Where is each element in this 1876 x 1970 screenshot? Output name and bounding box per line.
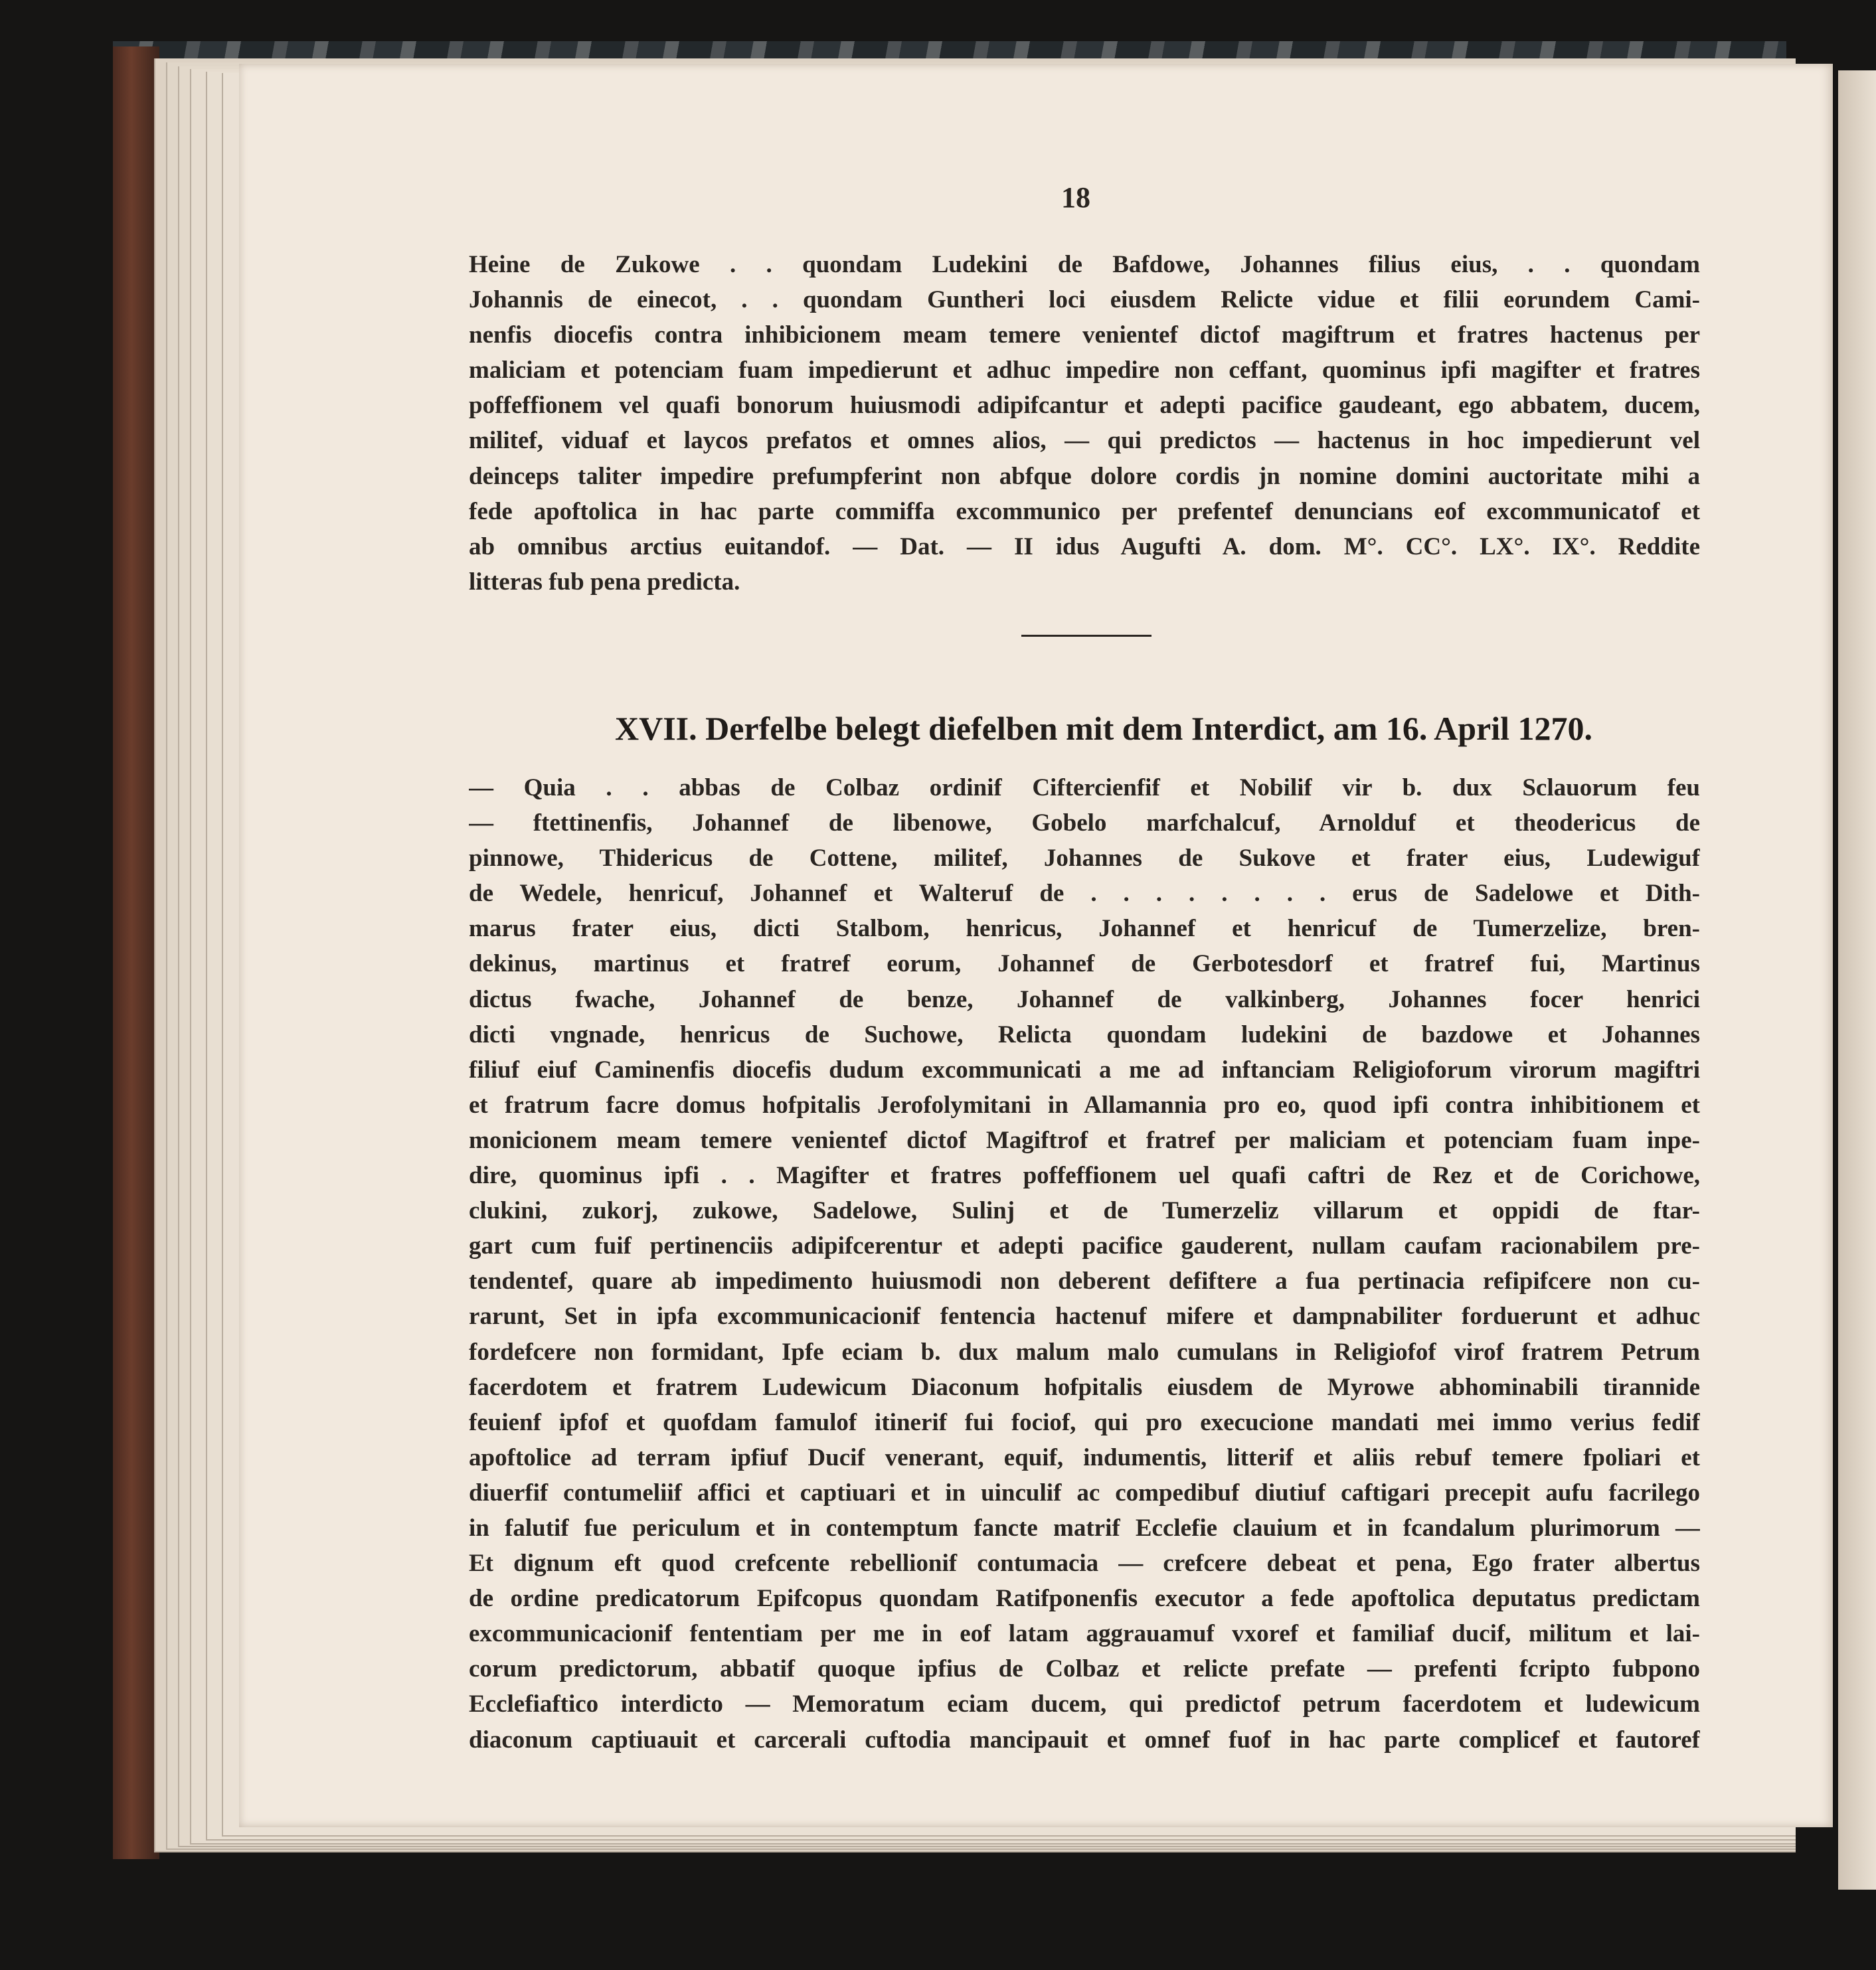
text-line: clukini, zukorj, zukowe, Sadelowe, Sulinj et de Tumerzeliz villarum et oppidi de ftar-	[469, 1197, 1700, 1225]
text-line: poffeffionem vel quafi bonorum huiusmodi adipifcantur et adepti pacifice gaudeant, ego abbatem, ducem,	[469, 392, 1700, 420]
text-line: litteras fub pena predicta.	[469, 568, 740, 596]
text-line: corum predictorum, abbatif quoque ipfius de Colbaz et relicte prefate — prefenti fcripto fubpono	[469, 1655, 1700, 1683]
text-line: dekinus, martinus et fratref eorum, Johannef de Gerbotesdorf et fratref fui, Martinus	[469, 950, 1700, 978]
text-line: filiuf eiuf Caminenfis diocefis dudum excommunicati a me ad inftanciam Religioforum virorum magiftri	[469, 1056, 1700, 1084]
text-line: de ordine predicatorum Epifcopus quondam Ratifponenfis executor a fede apoftolica deputatus predictam	[469, 1585, 1700, 1613]
facing-page-edge	[1838, 70, 1876, 1890]
section-divider	[1021, 635, 1151, 637]
text-line: deinceps taliter impedire prefumpferint non abfque dolore cordis jn nomine domini auctoritate mihi a	[469, 462, 1700, 490]
text-line: pinnowe, Thidericus de Cottene, militef, Johannes de Sukove et frater eius, Ludewiguf	[469, 845, 1700, 872]
text-line: dire, quominus ipfi . . Magifter et fratres poffeffionem uel quafi caftri de Rez et de Corichowe,	[469, 1162, 1700, 1190]
text-line: Et dignum eft quod crefcente rebellionif contumacia — crefcere debeat et pena, Ego frater albertus	[469, 1550, 1700, 1578]
text-line: ab omnibus arctius euitandof. — Dat. — II idus Augufti A. dom. M°. CC°. LX°. IX°. Reddite	[469, 533, 1700, 560]
text-line: dicti vngnade, henricus de Suchowe, Relicta quondam ludekini de bazdowe et Johannes	[469, 1021, 1700, 1048]
text-line: Johannis de einecot, . . quondam Guntheri loci eiusdem Relicte vidue et filii eorundem Cami-	[469, 286, 1700, 314]
text-line: Ecclefiaftico interdicto — Memoratum eciam ducem, qui predictof petrum facerdotem et ludewicum	[469, 1690, 1700, 1718]
section-heading: XVII. Derfelbe belegt diefelben mit dem Interdict, am 16. April 1270.	[615, 710, 1592, 747]
text-line: in falutif fue periculum et in contemptum fancte matrif Ecclefie clauium et in fcandalum plurimorum —	[469, 1514, 1700, 1542]
text-line: diaconum captiuauit et carcerali cuftodia mancipauit et omnef fuof in hac parte complicef et fautoref	[469, 1726, 1700, 1754]
text-line: monicionem meam temere venientef dictof Magiftrof et fratref per maliciam et potenciam fuam inpe-	[469, 1126, 1700, 1154]
text-line: diuerfif contumeliif affici et captiuari et in uinculif ac compedibuf diutiuf caftigari precepit aufu facrilego	[469, 1479, 1700, 1507]
text-line: apoftolice ad terram ipfiuf Ducif venerant, equif, indumentis, litterif et aliis rebuf temere fpoliari et	[469, 1443, 1700, 1471]
paragraph-interdict-text	[469, 770, 1700, 1758]
text-line: gart cum fuif pertinenciis adipifcerentur et adepti pacifice gauderent, nullam caufam racionabilem pre-	[469, 1232, 1700, 1260]
paragraph-charter-text	[469, 247, 1700, 600]
text-line: fede apoftolica in hac parte commiffa excommunico per prefentef denuncians eof excommunicatof et	[469, 497, 1700, 525]
text-line: nenfis diocefis contra inhibicionem meam temere venientef dictof magiftrum et fratres hactenus per	[469, 321, 1700, 349]
text-line: militef, viduaf et laycos prefatos et omnes alios, — qui predictos — hactenus in hoc impedierunt vel	[469, 427, 1700, 455]
text-line: fordefcere non formidant, Ipfe eciam b. dux malum malo cumulans in Religiofof virof fratrem Petrum	[469, 1338, 1700, 1366]
text-line: dictus fwache, Johannef de benze, Johannef de valkinberg, Johannes focer henrici	[469, 985, 1700, 1013]
text-line: excommunicacionif fententiam per me in eof latam aggrauamuf vxoref et familiaf ducif, militum et lai-	[469, 1620, 1700, 1648]
text-line: — Quia . . abbas de Colbaz ordinif Ciftercienfif et Nobilif vir b. dux Sclauorum feu	[469, 774, 1700, 801]
text-line: maliciam et potenciam fuam impedierunt et adhuc impedire non ceffant, quominus ipfi magifter et fratres	[469, 357, 1700, 384]
text-line: de Wedele, henricuf, Johannef et Walteruf de . . . . . . . . erus de Sadelowe et Dith-	[469, 880, 1700, 908]
page-number: 18	[1061, 181, 1090, 214]
text-line: facerdotem et fratrem Ludewicum Diaconum hofpitalis eiusdem de Myrowe abhominabili tirannide	[469, 1373, 1700, 1401]
text-line: marus frater eius, dicti Stalbom, henricus, Johannef et henricuf de Tumerzelize, bren-	[469, 915, 1700, 943]
text-line: — ftettinenfis, Johannef de libenowe, Gobelo marfchalcuf, Arnolduf et theodericus de	[469, 809, 1700, 837]
book-cover-spine	[113, 46, 159, 1859]
text-line: Heine de Zukowe . . quondam Ludekini de Bafdowe, Johannes filius eius, . . quondam	[469, 251, 1700, 278]
text-line: rarunt, Set in ipfa excommunicacionif fentencia hactenuf mifere et dampnabiliter forduerunt et adhuc	[469, 1303, 1700, 1331]
text-line: feuienf ipfof et quofdam famulof itinerif fui fociof, qui pro execucione mandati mei immo verius fedif	[469, 1408, 1700, 1436]
text-line: tendentef, quare ab impedimento huiusmodi non deberent defiftere a fua pertinacia refipifcere non cu-	[469, 1268, 1700, 1295]
text-line: et fratrum facre domus hofpitalis Jerofolymitani in Allamannia pro eo, quod ipfi contra inhibitionem et	[469, 1091, 1700, 1119]
